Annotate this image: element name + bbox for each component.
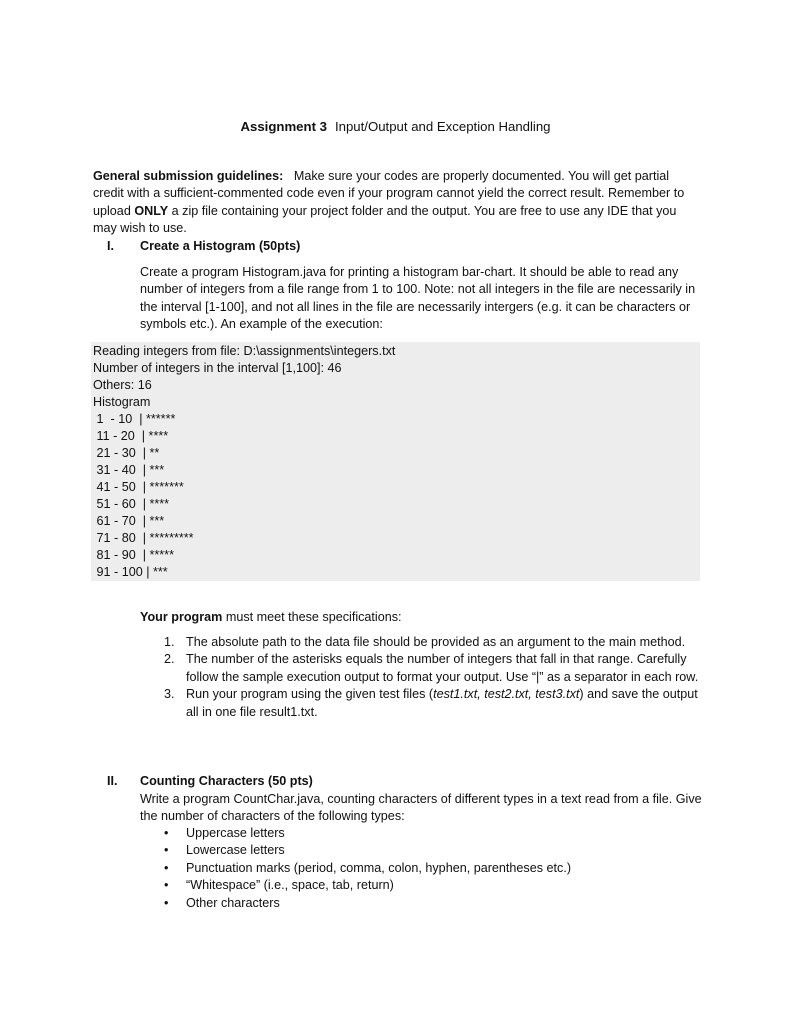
type-label: Other characters	[186, 895, 280, 910]
bullet-icon: •	[164, 878, 169, 893]
section-1-title: Create a Histogram (50pts)	[140, 239, 301, 253]
assignment-subtitle: Input/Output and Exception Handling	[334, 119, 551, 134]
example-line: 31 - 40 | ***	[93, 463, 165, 477]
spec-list	[164, 634, 704, 721]
list-item	[164, 877, 571, 894]
spec-text-pre: Run your program using the given test files (	[186, 687, 434, 702]
assignment-title	[0, 118, 791, 135]
spec-number: 3.	[164, 687, 175, 702]
spec-intro	[140, 609, 402, 626]
spec-item	[164, 634, 704, 651]
section-2-title: Counting Characters (50 pts)	[140, 774, 313, 788]
bullet-icon: •	[164, 860, 169, 875]
character-types-list	[164, 825, 571, 912]
example-line: Others: 16	[93, 378, 152, 392]
guidelines-text-2: a zip file containing your project folder and the output. You are free to use any IDE that you may wish to use.	[93, 203, 677, 236]
guidelines-only: ONLY	[134, 203, 169, 218]
example-line: 1 - 10 | ******	[93, 412, 176, 426]
list-item	[164, 895, 571, 912]
section-1-heading	[107, 238, 300, 255]
spec-item	[164, 686, 704, 721]
guidelines-text-1: Make sure your codes are properly documented. You will get partial credit with a sufficient-commented code even if your program cannot yield the correct result. Remember to upload	[93, 169, 685, 218]
spec-intro-bold: Your program	[140, 610, 223, 624]
section-1-description: Create a program Histogram.java for printing a histogram bar-chart. It should be able to read any number of integers from a file range from 1 to 100. Note: not all integers in the file are necessarily in the interval [1-100], and not all lines in the file are necessarily intergers (e.g. it can be characters or symbols etc.). An example of the execution:	[140, 265, 696, 332]
spec-test-files: test1.txt, test2.txt, test3.txt	[433, 687, 580, 702]
bullet-icon: •	[164, 843, 169, 858]
spec-text: The absolute path to the data file should be provided as an argument to the main method.	[186, 635, 686, 649]
example-output-box	[91, 342, 700, 581]
guidelines-label: General submission guidelines:	[93, 169, 284, 183]
assignment-number: Assignment 3	[240, 119, 327, 134]
list-item	[164, 842, 571, 859]
example-line: 51 - 60 | ****	[93, 497, 170, 511]
spec-item	[164, 651, 704, 686]
spec-number: 2.	[164, 652, 175, 667]
example-line: 81 - 90 | *****	[93, 548, 174, 562]
bullet-icon: •	[164, 895, 169, 910]
spec-number: 1.	[164, 635, 175, 649]
type-label: Uppercase letters	[186, 826, 285, 840]
type-label: Lowercase letters	[186, 843, 285, 858]
example-line: Reading integers from file: D:\assignments\integers.txt	[93, 344, 396, 358]
type-label: Punctuation marks (period, comma, colon, hyphen, parentheses etc.)	[186, 860, 572, 875]
spec-text-post: ) and save the output all in one file result1.txt.	[186, 687, 698, 719]
type-label: “Whitespace” (i.e., space, tab, return)	[186, 878, 394, 893]
spec-text: The number of the asterisks equals the number of integers that fall in that range. Carefully follow the sample execution output to format your output. Use “|” as a separator in each row.	[186, 652, 699, 684]
section-1-number: I.	[107, 239, 114, 253]
example-line: 21 - 30 | **	[93, 446, 160, 460]
bullet-icon: •	[164, 826, 169, 840]
example-line: 11 - 20 | ****	[93, 429, 169, 443]
list-item	[164, 860, 571, 877]
section-2-heading	[107, 773, 313, 790]
example-line: Histogram	[93, 395, 151, 409]
section-2-description: Write a program CountChar.java, counting characters of different types in a text read from a file. Give the number of characters of the following types:	[140, 792, 702, 824]
section-2-number: II.	[107, 774, 118, 788]
example-line: 71 - 80 | *********	[93, 531, 194, 545]
example-line: 91 - 100 | ***	[93, 565, 168, 579]
list-item	[164, 825, 571, 842]
submission-guidelines	[93, 168, 703, 238]
example-line: 41 - 50 | *******	[93, 480, 184, 494]
spec-intro-rest: must meet these specifications:	[222, 610, 402, 624]
example-line: Number of integers in the interval [1,100]: 46	[93, 361, 342, 375]
example-line: 61 - 70 | ***	[93, 514, 165, 528]
